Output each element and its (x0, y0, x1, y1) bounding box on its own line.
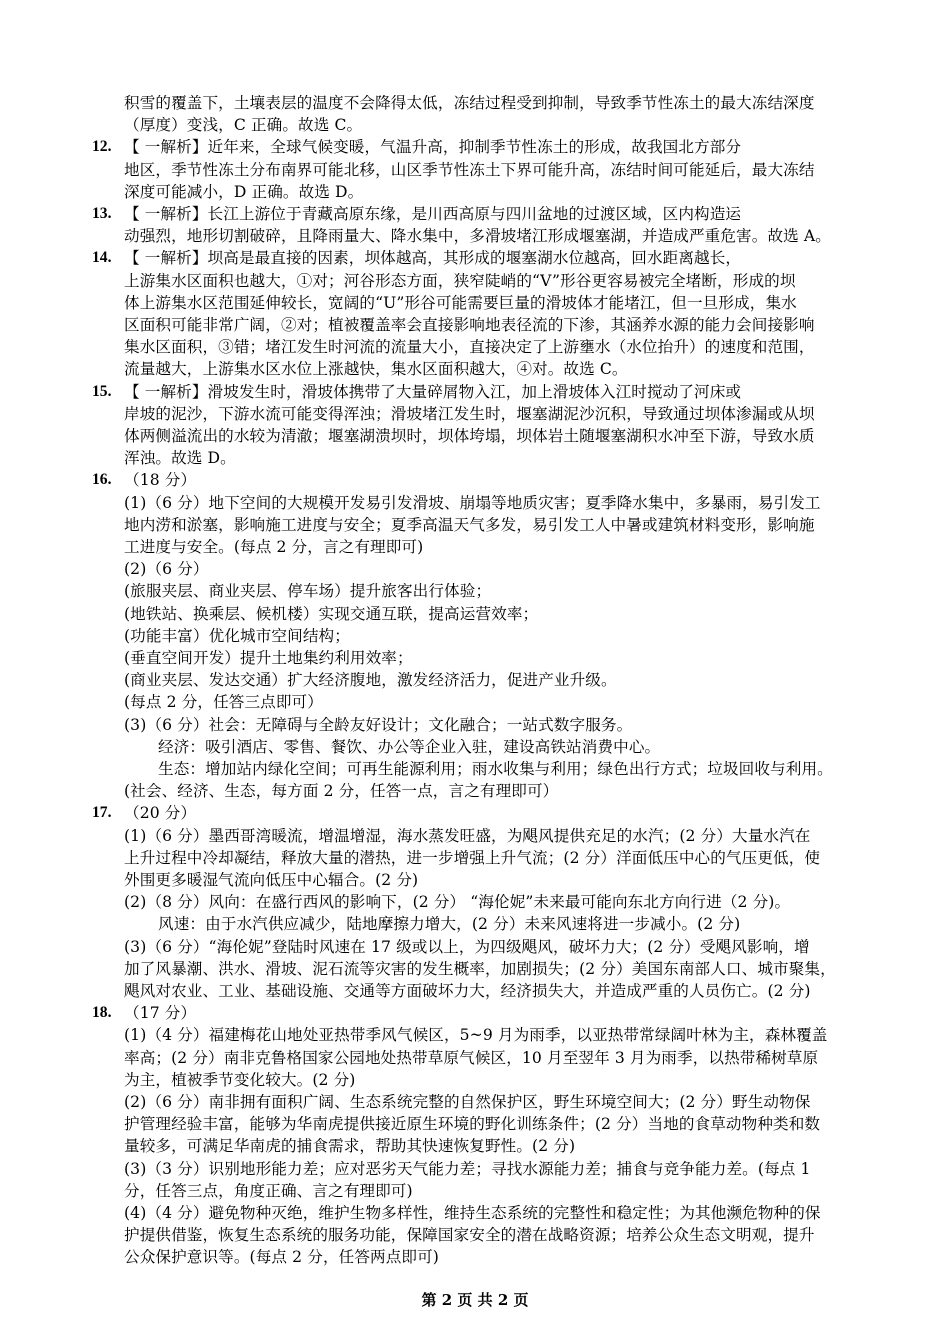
question-number: 15. (92, 382, 112, 400)
text-line: (功能丰富）优化城市空间结构； (124, 626, 350, 645)
text-line: (4)（4 分）避免物种灭绝，维护生物多样性，维持生态系统的完整性和稳定性；为其他濒危物种的保 (124, 1204, 821, 1222)
text-line: (2)（8 分）风向：在盛行西风的影响下，(2 分） “海伦妮”未来最可能向东北方向行进（2 分)。 (124, 893, 791, 912)
text-line: 分，任答三点，角度正确、言之有理即可) (124, 1181, 413, 1200)
text-line: 上游集水区面积也越大，①对；河谷形态方面，狭窄陡峭的“V”形谷更容易被完全堵断，形成的坝 (124, 271, 796, 290)
text-line: 【 一解析】滑坡发生时，滑坡体携带了大量碎屑物入江，加上滑坡体入江时搅动了河床或 (124, 382, 742, 401)
question-number: 13. (92, 205, 112, 222)
question-number: 16. (92, 471, 112, 489)
text-line: 护管理经验丰富，能够为华南虎提供接近原生环境的野化训练条件；(2 分）当地的食草动物种类和数 (124, 1115, 821, 1134)
text-line: 外围更多暖湿气流向低压中心辐合。(2 分) (124, 871, 419, 889)
text-line: 经济：吸引酒店、零售、餐饮、办公等企业入驻，建设高铁站消费中心。 (158, 737, 661, 756)
text-line: （厚度）变浅，C 正确。故选 C。 (124, 116, 363, 135)
text-line: 为主，植被季节变化较大。(2 分) (124, 1070, 356, 1089)
text-line: (1)（4 分）福建梅花山地处亚热带季风气候区，5~9 月为雨季，以亚热带常绿阔叶林为主，森林覆盖 (124, 1026, 828, 1045)
text-line: 护提供借鉴，恢复生态系统的服务功能，保障国家安全的潜在战略资源；培养公众生态文明观，提升 (124, 1226, 815, 1245)
text-line: 加了风暴潮、洪水、滑坡、泥石流等灾害的发生概率，加剧损失；(2 分）美国东南部人口、城市聚集， (124, 959, 836, 978)
text-line: (商业夹层、发达交通）扩大经济腹地，激发经济活力，促进产业升级。 (124, 671, 617, 690)
text-line: 地内涝和淤塞，影响施工进度与安全；夏季高温天气多发，易引发工人中暑或建筑材料变形，影响施 (124, 515, 815, 534)
text-line: 工进度与安全。(每点 2 分，言之有理即可) (124, 538, 424, 556)
text-line: (3)（6 分）社会：无障碍与全龄友好设计；文化融合；一站式数字服务。 (124, 715, 633, 734)
text-line: 上升过程中冷却凝结，释放大量的潜热，进一步增强上升气流；(2 分）洋面低压中心的气压更低，使 (124, 848, 821, 867)
question-number: 17. (92, 804, 112, 822)
question-number: 18. (92, 1004, 112, 1022)
text-line: 体两侧溢流出的水较为清澈；堰塞湖溃坝时，坝体垮塌，坝体岩土随堰塞湖积水冲至下游，导致水质 (124, 427, 815, 445)
text-line: (1)（6 分）墨西哥湾暖流，增温增湿，海水蒸发旺盛，为飓风提供充足的水汽；(2 分）大量水汽在 (124, 826, 811, 845)
page-footer: 第 2 页 共 2 页 (421, 1291, 529, 1309)
text-line: 量较多，可满足华南虎的捕食需求，帮助其快速恢复野性。(2 分) (124, 1137, 576, 1156)
text-line: 生态：增加站内绿化空间；可再生能源利用；雨水收集与利用；绿色出行方式；垃圾回收与利用。 (158, 760, 833, 778)
text-line: 区面积可能非常广阔，②对；植被覆盖率会直接影响地表径流的下渗，其涵养水源的能力会间接影响 (124, 316, 815, 334)
text-line: 率高；(2 分）南非克鲁格国家公园地处热带草原气候区，10 月至翌年 3 月为雨季，以热带稀树草原 (124, 1048, 819, 1067)
text-line: 岸坡的泥沙，下游水流可能变得浑浊；滑坡堵江发生时，堰塞湖泥沙沉积，导致通过坝体渗漏或从坝 (124, 404, 815, 423)
text-line: (3)（3 分）识别地形能力差；应对恶劣天气能力差；寻找水源能力差；捕食与竞争能力差。(每点 1 (124, 1159, 811, 1178)
text-line: （17 分） (124, 1004, 197, 1023)
text-line: 浑浊。故选 D。 (124, 449, 236, 468)
text-line: (2)（6 分） (124, 560, 209, 579)
question-number: 14. (92, 249, 112, 267)
text-line: 集水区面积，③错；堵江发生时河流的流量大小，直接决定了上游壅水（水位抬升）的速度和范围， (124, 338, 815, 357)
text-line: (2)（6 分）南非拥有面积广阔、生态系统完整的自然保护区，野生环境空间大；(2 分）野生动物保 (124, 1093, 811, 1111)
text-line: 地区，季节性冻土分布南界可能北移，山区季节性冻土下界可能升高，冻结时间可能延后，最大冻结 (124, 160, 815, 179)
text-line: (1)（6 分）地下空间的大规模开发易引发滑坡、崩塌等地质灾害；夏季降水集中，多暴雨，易引发工 (124, 493, 821, 512)
text-line: 【 一解析】长江上游位于青藏高原东缘，是川西高原与四川盆地的过渡区域，区内构造运 (124, 205, 742, 223)
text-line: （20 分） (124, 804, 197, 823)
text-line: （18 分） (124, 471, 197, 490)
text-line: 流量越大，上游集水区水位上涨越快，集水区面积越大，④对。故选 C。 (124, 360, 628, 379)
question-number: 12. (92, 138, 112, 156)
text-line: 动强烈，地形切割破碎，且降雨量大、降水集中，多滑坡堵江形成堰塞湖，并造成严重危害。故选 A。 (124, 227, 831, 246)
text-line: 公众保护意识等。(每点 2 分，任答两点即可) (124, 1248, 439, 1267)
text-line: (社会、经济、生态，每方面 2 分，任答一点，言之有理即可） (124, 782, 559, 801)
text-line: (每点 2 分，任答三点即可） (124, 693, 323, 712)
text-line: 风速：由于水汽供应减少，陆地摩擦力增大，(2 分）未来风速将进一步减小。(2 分) (158, 915, 741, 934)
text-line: 【 一解析】坝高是最直接的因素，坝体越高，其形成的堰塞湖水位越高，回水距离越长， (124, 249, 742, 268)
text-line: (地铁站、换乘层、候机楼）实现交通互联，提高运营效率； (124, 604, 539, 623)
text-line: 体上游集水区范围延伸较长，宽阔的“U”形谷可能需要巨量的滑坡体才能堵江，但一旦形成，集水 (124, 293, 797, 312)
text-line: 积雪的覆盖下，土壤表层的温度不会降得太低，冻结过程受到抑制，导致季节性冻土的最大冻结深度 (124, 94, 815, 112)
text-line: (3)（6 分）“海伦妮”登陆时风速在 17 级或以上，为四级飓风，破坏力大；(2 分）受飓风影响，增 (124, 937, 810, 956)
text-line: (垂直空间开发）提升土地集约利用效率； (124, 649, 413, 667)
text-line: 【 一解析】近年来，全球气候变暖，气温升高，抑制季节性冻土的形成，故我国北方部分 (124, 138, 742, 157)
text-line: 飓风对农业、工业、基础设施、交通等方面破坏力大，经济损失大，并造成严重的人员伤亡。(2 分) (124, 982, 811, 1000)
text-line: (旅服夹层、商业夹层、停车场）提升旅客出行体验； (124, 582, 492, 601)
text-line: 深度可能减小，D 正确。故选 D。 (124, 182, 364, 201)
